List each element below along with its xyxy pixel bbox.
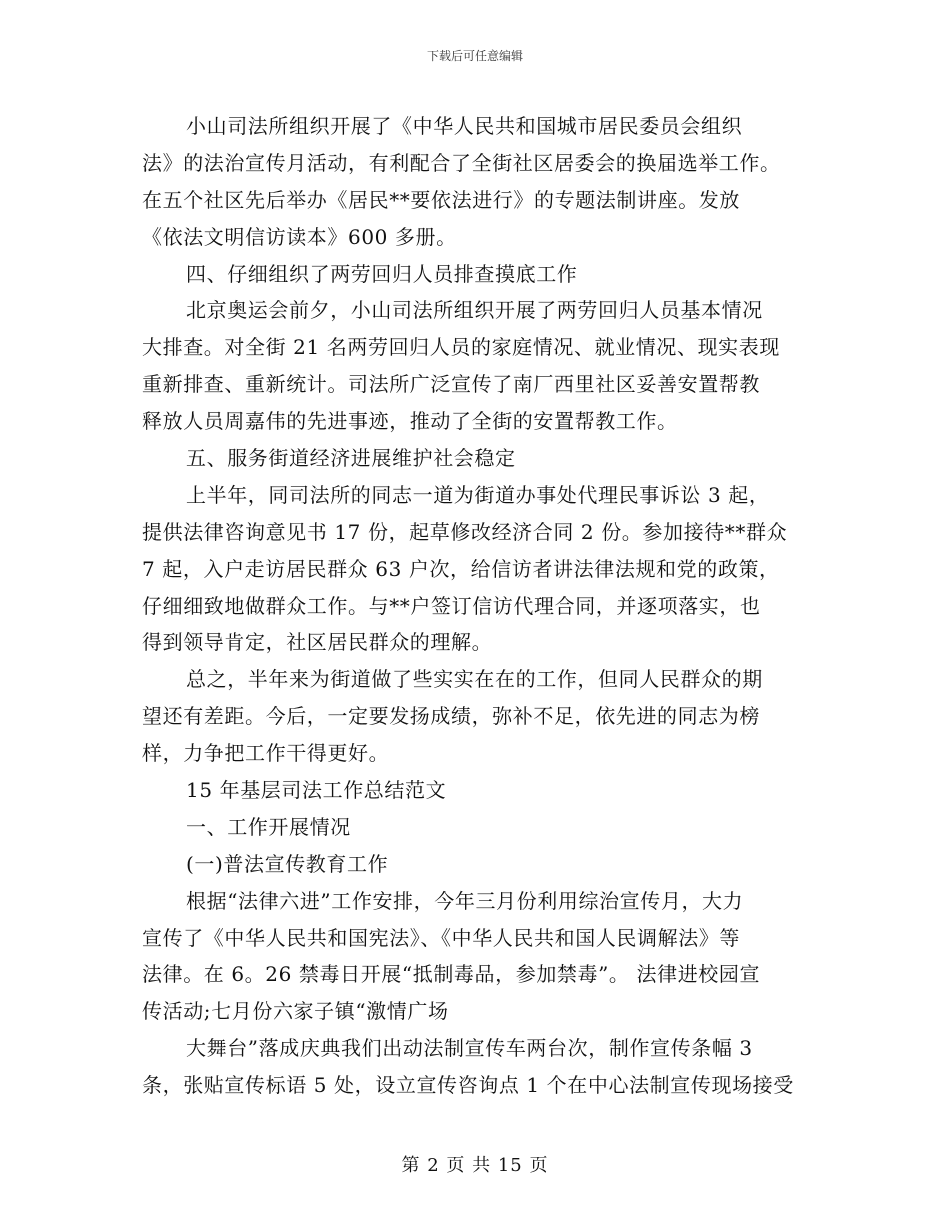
text-line: 《依法文明信访读本》600 多册。 xyxy=(142,224,457,249)
text-line: 大排查。对全街 21 名两劳回归人员的家庭情况、就业情况、现实表现 xyxy=(142,335,780,360)
text-line: 得到领导肯定，社区居民群众的理解。 xyxy=(142,630,493,655)
text-line: 法》的法治宣传月活动，有利配合了全街社区居委会的换届选举工作。 xyxy=(142,150,781,175)
text-line: 上半年，同司法所的同志一道为街道办事处代理民事诉讼 3 起， xyxy=(186,482,770,507)
text-line: 五、服务街道经济进展维护社会稳定 xyxy=(186,446,516,471)
text-line: 一、工作开展情况 xyxy=(186,814,351,839)
document-body xyxy=(142,108,812,1104)
text-line: 小山司法所组织开展了《中华人民共和国城市居民委员会组织 xyxy=(186,114,743,138)
page-footer: 第 2 页 共 15 页 xyxy=(401,1155,549,1176)
text-line: 四、仔细组织了两劳回归人员排查摸底工作 xyxy=(186,261,578,286)
text-line: 北京奥运会前夕，小山司法所组织开展了两劳回归人员基本情况 xyxy=(186,298,763,323)
text-line: 7 起，入户走访居民群众 63 户次，给信访者讲法律法规和党的政策， xyxy=(142,556,780,581)
text-line: 望还有差距。今后，一定要发扬成绩，弥补不足，依先进的同志为榜 xyxy=(142,704,760,729)
text-line: 在五个社区先后举办《居民**要依法进行》的专题法制讲座。发放 xyxy=(142,187,740,212)
text-line: 大舞台”落成庆典我们出动法制宣传车两台次，制作宣传条幅 3 xyxy=(186,1036,753,1061)
text-line: 根据“法律六进”工作安排，今年三月份利用综治宣传月，大力 xyxy=(186,888,744,913)
text-line: 宣传了《中华人民共和国宪法》、《中华人民共和国人民调解法》等 xyxy=(142,925,740,950)
page-header: 下载后可任意编辑 xyxy=(426,49,523,63)
text-line: 释放人员周嘉伟的先进事迹，推动了全街的安置帮教工作。 xyxy=(142,409,678,434)
text-line: 提供法律咨询意见书 17 份，起草修改经济合同 2 份。参加接待**群众 xyxy=(142,519,788,544)
text-line: 仔细细致地做群众工作。与**户签订信访代理合同，并逐项落实，也 xyxy=(142,593,761,618)
text-line: 条，张贴宣传标语 5 处，设立宣传咨询点 1 个在中心法制宣传现场接受 xyxy=(142,1073,794,1098)
text-line: 样，力争把工作干得更好。 xyxy=(142,741,390,766)
text-line: 法律。在 6。26 禁毒日开展“抵制毒品，参加禁毒”。 法律进校园宣 xyxy=(142,962,761,987)
text-line: 总之，半年来为街道做了些实实在在的工作，但同人民群众的期 xyxy=(186,667,763,692)
text-line: 15 年基层司法工作总结范文 xyxy=(186,778,447,803)
text-line: 传活动;七月份六家子镇“激情广场 xyxy=(142,999,449,1024)
text-line: 重新排查、重新统计。司法所广泛宣传了南厂西里社区妥善安置帮教 xyxy=(142,372,760,397)
text-line: (一)普法宣传教育工作 xyxy=(186,851,389,876)
